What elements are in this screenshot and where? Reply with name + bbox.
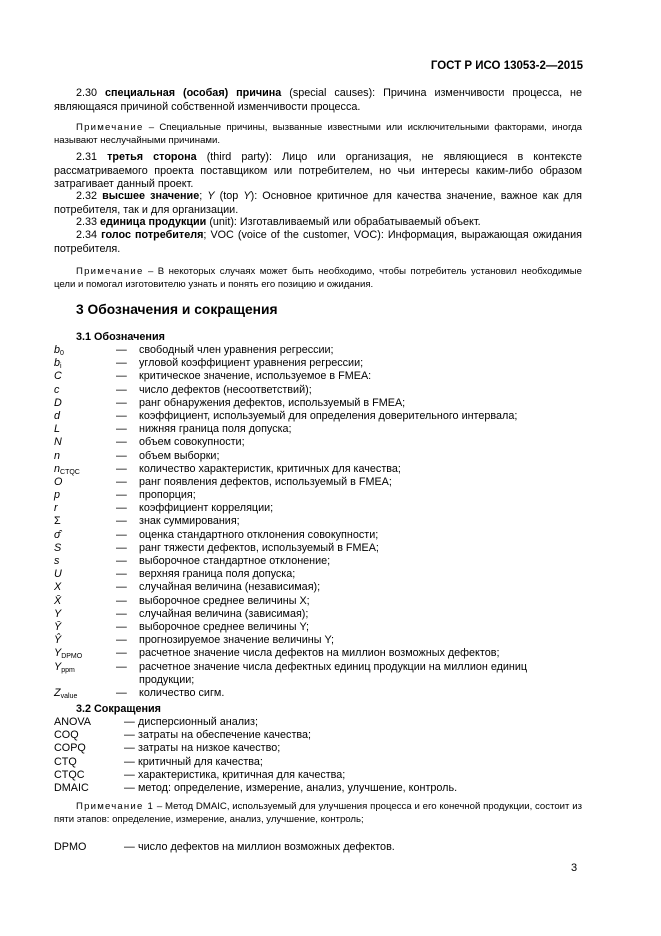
symbol-definition: — пропорция; xyxy=(116,489,196,502)
abbreviation-row xyxy=(54,782,594,795)
term-title: единица продукции xyxy=(100,216,207,228)
symbol-row xyxy=(54,476,594,489)
abbreviation-definition: — критичный для качества; xyxy=(124,755,263,768)
term-2-31 xyxy=(54,151,582,192)
abbreviation-definition: — дисперсионный анализ; xyxy=(124,716,258,728)
term-definition: (special causes): Причина изменчивости процесса, не являющаяся причиной собственной изменчивости процесса. xyxy=(54,87,582,113)
symbol: L xyxy=(54,423,61,436)
symbol: Ȳ xyxy=(54,620,62,633)
symbol: D xyxy=(54,396,62,409)
term-2-32 xyxy=(54,190,582,217)
symbol: p xyxy=(54,489,61,502)
symbol: $Y_{DPMO}$ xyxy=(54,647,83,661)
symbol-definition: — выборочное среднее величины Y; xyxy=(116,620,309,633)
symbol-row xyxy=(54,581,594,594)
abbreviation: DPMO xyxy=(54,841,87,853)
term-symbol: Y xyxy=(243,190,251,202)
symbol-definition: — свободный член уравнения регрессии; xyxy=(116,344,334,356)
symbol-row xyxy=(54,647,594,660)
symbol-row xyxy=(54,463,594,476)
term-def-b: ): Основное критичное для качества значение, важное как для потребителя, так и для организации. xyxy=(54,190,582,216)
term-number: 2.30 xyxy=(76,87,98,99)
symbol: S xyxy=(54,541,62,554)
page-number: 3 xyxy=(571,862,578,874)
term-2-34 xyxy=(54,229,582,256)
symbol: O xyxy=(54,475,63,488)
symbol-row xyxy=(54,410,594,423)
document-header: ГОСТ Р ИСО 13053-2—2015 xyxy=(430,60,583,72)
symbol-row xyxy=(54,384,594,397)
symbol: r xyxy=(54,502,58,515)
abbreviation-row xyxy=(54,742,594,755)
symbol-definition: — нижняя граница поля допуска; xyxy=(116,423,292,436)
note-label: Примечание xyxy=(76,266,144,277)
symbol-definition: — ранг тяжести дефектов, используемый в FMEA; xyxy=(116,541,379,554)
symbol: $b_i$ xyxy=(54,357,62,371)
term-2-33 xyxy=(54,216,582,230)
symbol: n xyxy=(54,449,61,462)
abbreviation-row xyxy=(54,729,594,742)
note-text: – Специальные причины, вызванные известными или исключительными факторами, иногда называют неслучайными причинами. xyxy=(54,122,582,146)
symbol: $b_0$ xyxy=(54,344,64,357)
term-number: 2.32 xyxy=(76,190,98,202)
symbol-row xyxy=(54,397,594,410)
symbol-definition: — количество характеристик, критичных для качества; xyxy=(116,462,401,475)
note-label: Примечание 1 xyxy=(76,801,155,812)
term-number: 2.33 xyxy=(76,216,98,228)
term-number: 2.31 xyxy=(76,151,98,163)
term-def-a: (top xyxy=(214,190,244,202)
symbol-row xyxy=(54,568,594,581)
abbreviation: COPQ xyxy=(54,742,86,755)
symbol: U xyxy=(54,568,62,581)
symbol-definition: — прогнозируемое значение величины Y; xyxy=(116,634,334,647)
term-definition: (third party): Лицо или организация, не являющиеся в контексте рассматриваемого проекта поставщиком или потребителем, но чьи интересы каким-либо образом затрагивает данный проект. xyxy=(54,151,583,190)
symbol: s xyxy=(54,555,60,567)
symbols-list xyxy=(54,344,594,700)
abbreviation-definition: число дефектов на миллион возможных дефектов. xyxy=(138,841,395,853)
symbol-row xyxy=(54,436,594,449)
symbol-definition: — верхняя граница поля допуска; xyxy=(116,568,296,581)
section-title: 3 Обозначения и сокращения xyxy=(76,302,278,317)
abbreviation-definition: — характеристика, критичная для качества; xyxy=(124,768,346,781)
term-sep: ; xyxy=(199,190,208,202)
symbol-definition: — расчетное значение числа дефектов на миллион возможных дефектов; xyxy=(116,647,500,660)
term-definition: ; VOC (voice of the customer, VOC): Информация, выражающая ожидания потребителя. xyxy=(54,229,582,255)
symbol-row xyxy=(54,634,594,647)
term-title: специальная (особая) причина xyxy=(104,87,282,99)
subsection-abbreviations-title: 3.2 Сокращения xyxy=(76,703,161,715)
symbol: c xyxy=(54,383,60,396)
symbol-row xyxy=(54,687,594,700)
symbol-row xyxy=(54,515,594,528)
symbol-definition: — случайная величина (зависимая); xyxy=(116,607,309,620)
term-symbol: Y xyxy=(207,190,215,202)
symbol-row xyxy=(54,661,594,687)
term-definition: (unit): Изготавливаемый или обрабатываемый объект. xyxy=(206,216,481,228)
note-text: – Метод DMAIC, используемый для улучшения процесса и его конечной продукции, состоит из пяти этапов: определение, измерение, анализ, улучшение, контроль; xyxy=(54,801,582,825)
term-title: голос потребителя xyxy=(101,229,204,241)
symbol-row xyxy=(54,529,594,542)
symbol: X̄ xyxy=(54,594,62,607)
symbol-row xyxy=(54,502,594,515)
note-text: – В некоторых случаях может быть необходимо, чтобы потребитель установил необходимые цели и помогал изготовителю узнать и понять его позицию и ожидания. xyxy=(54,266,582,290)
symbol-definition: — объем совокупности; xyxy=(116,436,245,449)
symbol-definition: — количество сигм. xyxy=(116,686,225,699)
symbol-row xyxy=(54,370,594,383)
symbol-definition: — ранг появления дефектов, используемый в FMEA; xyxy=(116,475,392,488)
symbol-definition: — выборочное среднее величины X; xyxy=(116,594,310,607)
term-title: третья сторона xyxy=(107,151,197,163)
abbreviations-list xyxy=(54,716,594,795)
symbol-definition: — оценка стандартного отклонения совокупности; xyxy=(116,528,379,541)
symbol: C xyxy=(54,370,62,383)
symbol-definition: — критическое значение, используемое в FMEA: xyxy=(116,370,372,383)
term-number: 2.34 xyxy=(76,229,98,241)
symbol: X xyxy=(54,581,62,594)
note-label: Примечание xyxy=(76,122,144,133)
symbol-row xyxy=(54,555,594,568)
symbol-row xyxy=(54,357,594,370)
abbreviation-definition: — метод: определение, измерение, анализ, улучшение, контроль. xyxy=(124,781,458,794)
symbol: $n_{CTQC}$ xyxy=(54,462,80,476)
symbol-definition: — выборочное стандартное отклонение; xyxy=(116,555,331,567)
subsection-symbols-title: 3.1 Обозначения xyxy=(76,331,165,343)
symbol: σ̂ xyxy=(54,528,61,541)
symbol-definition: — знак суммирования; xyxy=(116,515,240,528)
abbreviation: DMAIC xyxy=(54,781,89,794)
symbol-row xyxy=(54,542,594,555)
abbreviation-row xyxy=(54,769,594,782)
symbol-row xyxy=(54,450,594,463)
symbol-row xyxy=(54,595,594,608)
symbol-definition: — коэффициент корреляции; xyxy=(116,502,274,515)
term-title: высшее значение xyxy=(102,190,200,202)
symbol-row xyxy=(54,621,594,634)
dpmo-entry xyxy=(54,841,594,854)
term-2-30 xyxy=(54,87,582,114)
abbreviation-row xyxy=(54,756,594,769)
symbol-row xyxy=(54,344,594,357)
symbol: N xyxy=(54,436,62,449)
abbreviation-definition: — затраты на низкое качество; xyxy=(124,742,281,755)
symbol-definition: — случайная величина (независимая); xyxy=(116,581,321,594)
symbol: $Z_{value}$ xyxy=(54,686,78,700)
symbol: Ŷ xyxy=(54,634,62,647)
symbol-definition: — коэффициент, используемый для определения доверительного интервала; xyxy=(116,409,518,422)
note-voc xyxy=(54,266,582,291)
symbol: Σ xyxy=(54,515,61,528)
symbol-definition: — число дефектов (несоответствий); xyxy=(116,383,312,396)
abbreviation-definition: — затраты на обеспечение качества; xyxy=(124,729,312,742)
symbol-definition: — объем выборки; xyxy=(116,449,220,462)
symbol-definition: — расчетное значение числа дефектных единиц продукции на миллион единиц продукции; xyxy=(116,660,528,686)
symbol-definition: — угловой коэффициент уравнения регрессии; xyxy=(116,357,364,370)
symbol: Y xyxy=(54,607,62,620)
symbol-definition: — ранг обнаружения дефектов, используемый в FMEA; xyxy=(116,396,406,409)
abbreviation: COQ xyxy=(54,729,79,742)
abbreviation: ANOVA xyxy=(54,716,91,728)
symbol-row xyxy=(54,423,594,436)
abbreviation: CTQC xyxy=(54,768,85,781)
symbol-row xyxy=(54,489,594,502)
note-dmaic xyxy=(54,801,582,826)
symbol: d xyxy=(54,409,61,422)
dash: — xyxy=(124,841,135,853)
abbreviation-row xyxy=(54,716,594,729)
symbol: $Y_{ppm}$ xyxy=(54,660,75,674)
symbol-row xyxy=(54,608,594,621)
abbreviation: CTQ xyxy=(54,755,77,768)
note-special-causes xyxy=(54,122,582,147)
